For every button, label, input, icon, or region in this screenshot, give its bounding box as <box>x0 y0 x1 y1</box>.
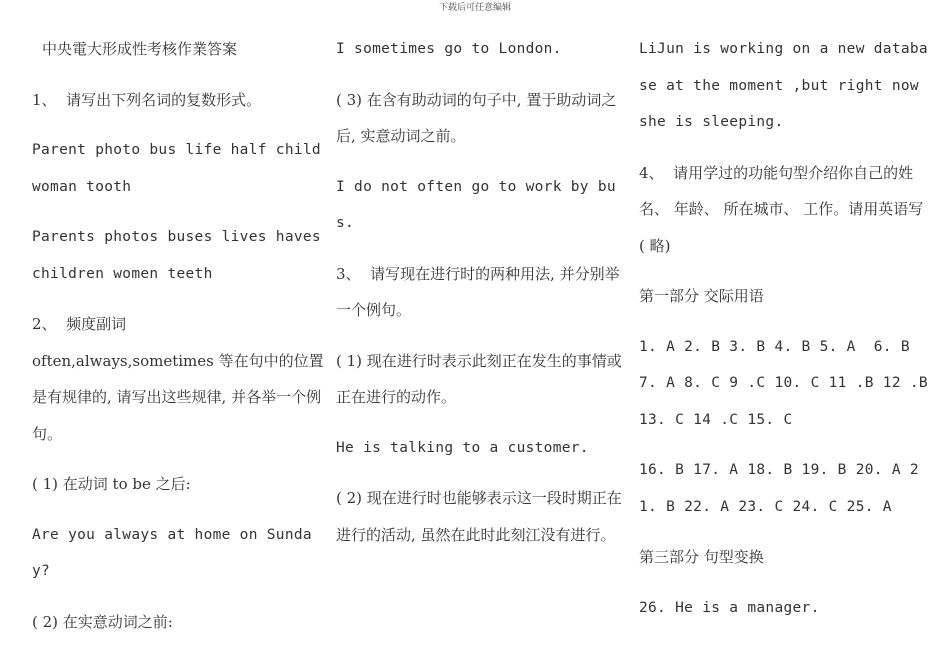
part-3-heading: 第三部分 句型变换 <box>639 548 764 566</box>
q3-usage-1: ( 1) 现在进行时表示此刻正在发生的事情或正在进行的动作。 <box>336 351 622 406</box>
q2-example-3: I do not often go to work by bus. <box>336 178 616 231</box>
q2-rule-3: ( 3) 在含有助动词的句子中, 置于助动词之后, 实意动词之前。 <box>336 90 617 145</box>
answers-1-15: 1. A 2. B 3. B 4. B 5. A 6. B 7. A 8. C 9 .C 10. C 11 .B 12 .B 13. C 14 .C 15. C <box>639 338 937 428</box>
q2-example-1: Are you always at home on Sunday? <box>32 526 312 579</box>
column-1 <box>32 31 330 654</box>
document-title: 中央電大形成性考核作業答案 <box>42 40 238 58</box>
q2-rule-1: ( 1) 在动词 to be 之后: <box>32 475 191 493</box>
q3-example-1: He is talking to a customer. <box>336 439 589 456</box>
question-2-text: often,always,sometimes 等在句中的位置是有规律的, 请写出这些规律, 并各举一个例句。 <box>32 351 324 443</box>
question-1: 1、 请写出下列名词的复数形式。 <box>32 90 262 109</box>
q1-plural-words: Parents photos buses lives haves children women teeth <box>32 229 330 282</box>
q1-singular-words: Parent photo bus life half child woman tooth <box>32 142 330 195</box>
answer-26: 26. He is a manager. <box>639 599 820 616</box>
q2-rule-2: ( 2) 在实意动词之前: <box>32 612 173 631</box>
q3-usage-2: ( 2) 现在进行时也能够表示这一段时期正在进行的活动, 虽然在此时此刻江没有进行。 <box>336 489 622 544</box>
q2-example-2: I sometimes go to London. <box>336 41 562 57</box>
question-2-heading: 2、 频度副词 <box>32 315 127 333</box>
column-2 <box>336 31 626 567</box>
part-1-heading: 第一部分 交际用语 <box>639 287 764 305</box>
question-4: 4、 请用学过的功能句型介绍你自己的姓名、 年龄、 所在城市、 工作。请用英语写( 略) <box>639 163 924 255</box>
page-header: 下载后可任意编辑 <box>438 3 511 13</box>
answers-16-25: 16. B 17. A 18. B 19. B 20. A 21. B 22. A 23. C 24. C 25. A <box>639 462 919 515</box>
column-3 <box>639 31 937 640</box>
q3-example-2: LiJun is working on a new database at the moment ,but right now she is sleeping. <box>639 41 928 130</box>
question-3-heading: 3、 请写现在进行时的两种用法, 并分别举一个例句。 <box>336 264 620 319</box>
